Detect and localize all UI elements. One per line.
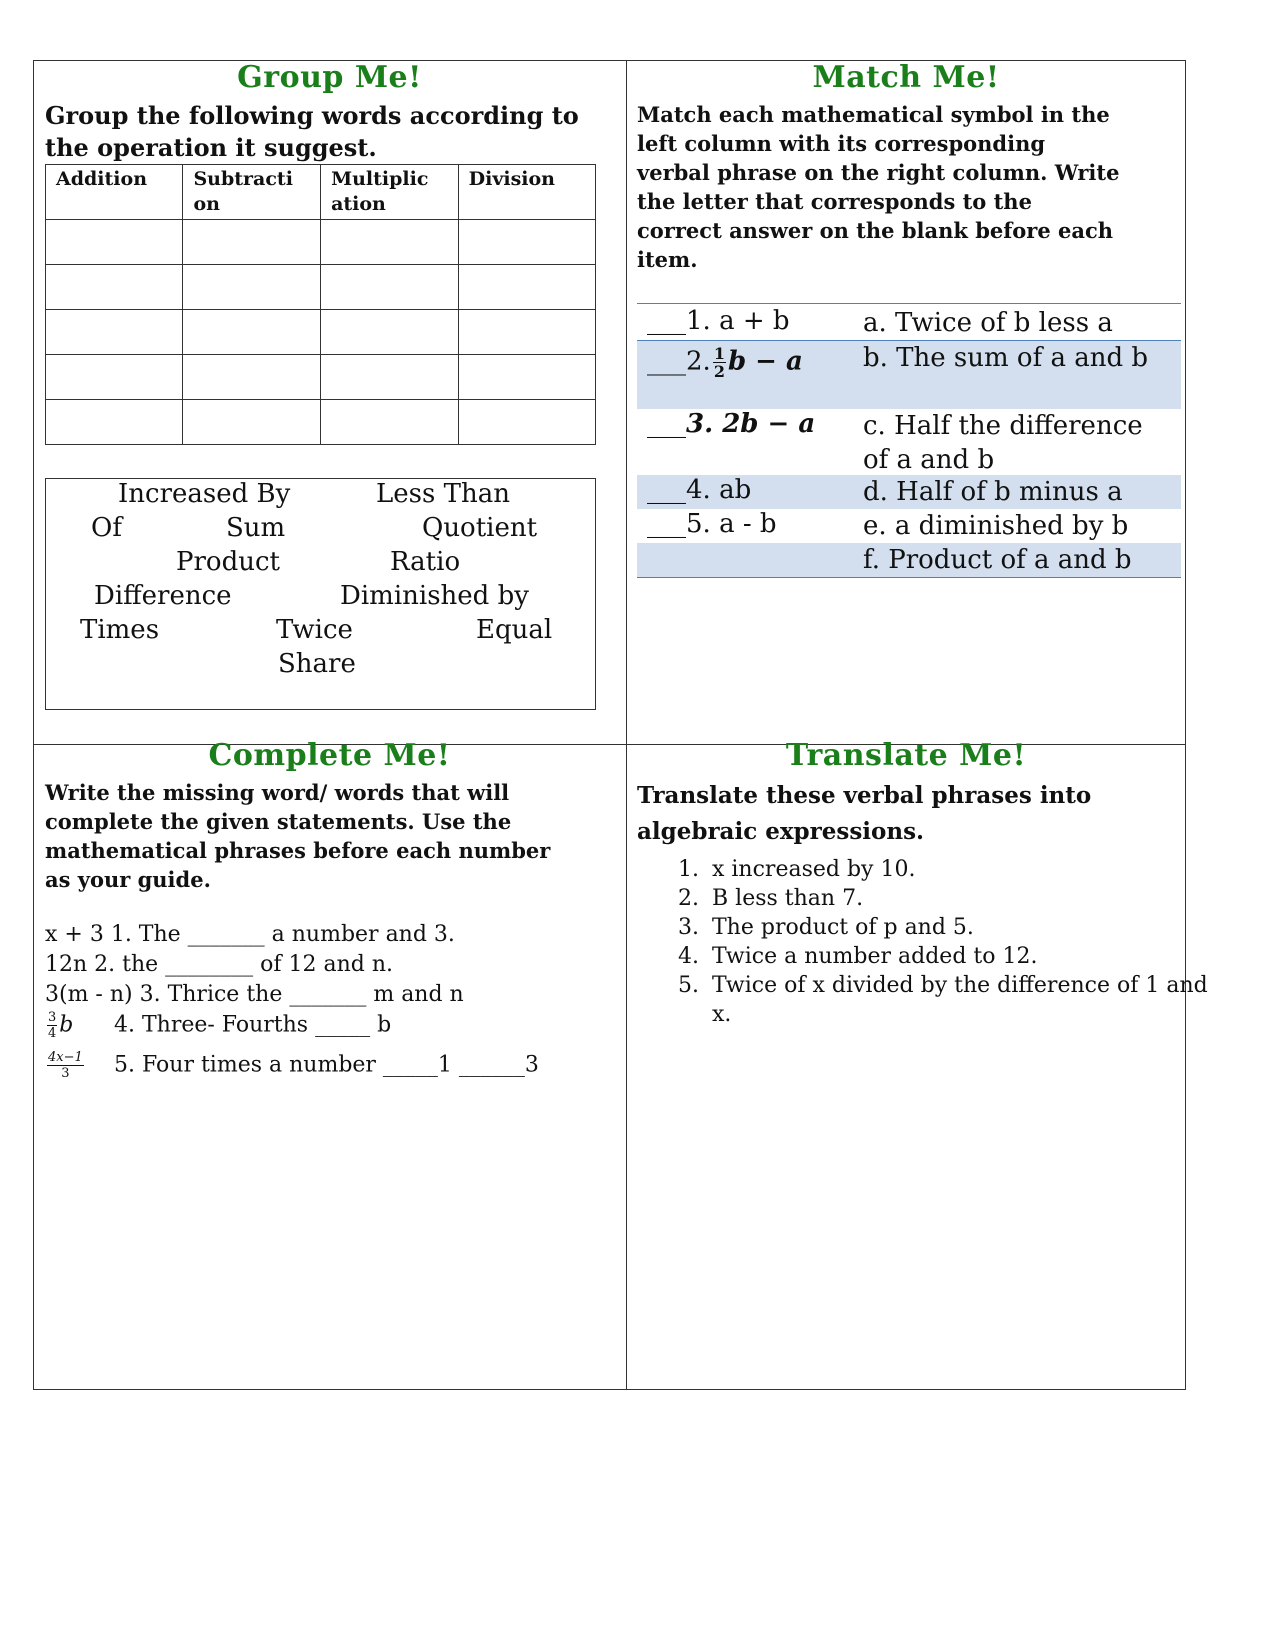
answer-cell[interactable]	[458, 310, 595, 355]
match-row	[637, 340, 1181, 409]
header-multiplication: Multiplic ation	[321, 165, 459, 220]
answer-cell[interactable]	[458, 400, 595, 445]
complete-instruction	[45, 778, 550, 894]
table-row	[46, 355, 596, 400]
match-choice: c. Half the difference of a and b	[863, 411, 1143, 475]
word-bank-item: Of	[91, 513, 122, 543]
answer-cell[interactable]	[321, 265, 459, 310]
match-item: ___1. a + b	[647, 306, 790, 336]
complete-item: $\frac{3}{4}$ b 4. Three- Fourths _____ b	[48, 1010, 392, 1041]
word-bank-item: Equal	[476, 615, 553, 645]
table-row	[46, 310, 596, 355]
word-bank-item: Product	[176, 547, 280, 577]
table-row	[46, 265, 596, 310]
match-instruction-line: Match each mathematical symbol in the	[637, 102, 1110, 127]
answer-cell[interactable]	[46, 265, 183, 310]
complete-item: 3(m - n) 3. Thrice the _______ m and n	[45, 982, 464, 1007]
translate-instruction-line: Translate these verbal phrases into	[637, 782, 1092, 809]
match-row	[637, 409, 1181, 475]
match-item: ___4. ab	[647, 475, 752, 505]
answer-cell[interactable]	[321, 220, 459, 265]
match-item: ___3. 2b − a	[647, 409, 816, 439]
translate-instruction	[637, 778, 1091, 850]
header-division: Division	[458, 165, 595, 220]
match-row	[637, 543, 1181, 578]
answer-cell[interactable]	[458, 355, 595, 400]
translate-list	[668, 855, 1212, 1029]
complete-item: 12n 2. the ________ of 12 and n.	[45, 952, 394, 977]
match-row	[637, 475, 1181, 509]
answer-cell[interactable]	[183, 265, 321, 310]
match-row	[637, 303, 1181, 340]
match-choice: a. Twice of b less a	[863, 308, 1113, 338]
match-choice: f. Product of a and b	[863, 545, 1132, 575]
match-item: ___5. a - b	[647, 509, 777, 539]
answer-cell[interactable]	[46, 220, 183, 265]
answer-cell[interactable]	[46, 355, 183, 400]
match-choice: b. The sum of a and b	[863, 343, 1149, 373]
table-row	[46, 220, 596, 265]
fraction: $\frac{4x-1}{3}$	[48, 1050, 83, 1081]
header-subtraction: Subtracti on	[183, 165, 321, 220]
word-bank	[45, 478, 596, 710]
word-bank-item: Ratio	[390, 547, 461, 577]
match-row	[637, 509, 1181, 543]
fraction: $\frac{1}{2}$	[713, 344, 725, 381]
answer-cell[interactable]	[321, 310, 459, 355]
word-bank-item: Twice	[276, 615, 353, 645]
translate-instruction-line: algebraic expressions.	[637, 818, 925, 845]
list-item: 1. x increased by 10.	[678, 857, 916, 882]
answer-cell[interactable]	[183, 220, 321, 265]
list-item: 2. B less than 7.	[678, 886, 864, 911]
word-bank-item: Increased By	[118, 479, 291, 509]
match-instruction-line: the letter that corresponds to the	[637, 189, 1032, 214]
complete-instruction-line: as your guide.	[45, 867, 211, 892]
match-choice: d. Half of b minus a	[863, 477, 1123, 507]
complete-instruction-line: complete the given statements. Use the	[45, 809, 512, 834]
match-instruction-line: left column with its corresponding	[637, 131, 1046, 156]
answer-cell[interactable]	[46, 400, 183, 445]
match-choice: e. a diminished by b	[863, 511, 1129, 541]
translate-title: Translate Me!	[785, 738, 1027, 773]
list-item: 5. Twice of x divided by the difference of 1 and x.	[678, 973, 1208, 1027]
group-instruction-line: the operation it suggest.	[45, 133, 377, 162]
grid-divider-vertical	[626, 60, 627, 1390]
match-instruction-line: item.	[637, 247, 698, 272]
match-instruction-line: correct answer on the blank before each	[637, 218, 1114, 243]
answer-cell[interactable]	[183, 310, 321, 355]
answer-cell[interactable]	[458, 265, 595, 310]
group-instruction	[45, 100, 579, 164]
match-instruction	[637, 100, 1119, 274]
word-bank-item: Less Than	[376, 479, 510, 509]
word-bank-item: Sum	[226, 513, 286, 543]
word-bank-item: Diminished by	[340, 581, 529, 611]
answer-cell[interactable]	[321, 355, 459, 400]
group-table	[45, 164, 596, 445]
match-item: ___2. $\frac{1}{2}$ b − a	[647, 344, 803, 381]
answer-cell[interactable]	[183, 355, 321, 400]
fraction: $\frac{3}{4}$	[48, 1010, 57, 1041]
word-bank-item: Times	[80, 615, 160, 645]
header-addition: Addition	[46, 165, 183, 220]
answer-cell[interactable]	[183, 400, 321, 445]
list-item: 4. Twice a number added to 12.	[678, 944, 1038, 969]
match-table	[637, 303, 1181, 578]
word-bank-item: Share	[278, 649, 356, 679]
match-title: Match Me!	[812, 60, 1000, 95]
group-table-header	[46, 165, 596, 220]
complete-item: $\frac{4x-1}{3}$ 5. Four times a number _____1 ______3	[48, 1050, 539, 1081]
answer-cell[interactable]	[46, 310, 183, 355]
complete-title: Complete Me!	[208, 738, 451, 773]
answer-cell[interactable]	[321, 400, 459, 445]
complete-item: x + 3 1. The _______ a number and 3.	[45, 922, 455, 947]
word-bank-item: Quotient	[422, 513, 538, 543]
group-title: Group Me!	[237, 60, 422, 95]
complete-instruction-line: mathematical phrases before each number	[45, 838, 551, 863]
complete-instruction-line: Write the missing word/ words that will	[45, 780, 510, 805]
match-instruction-line: verbal phrase on the right column. Write	[637, 160, 1120, 185]
word-bank-item: Difference	[94, 581, 232, 611]
list-item: 3. The product of p and 5.	[678, 915, 974, 940]
group-instruction-line: Group the following words according to	[45, 101, 579, 130]
answer-cell[interactable]	[458, 220, 595, 265]
table-row	[46, 400, 596, 445]
